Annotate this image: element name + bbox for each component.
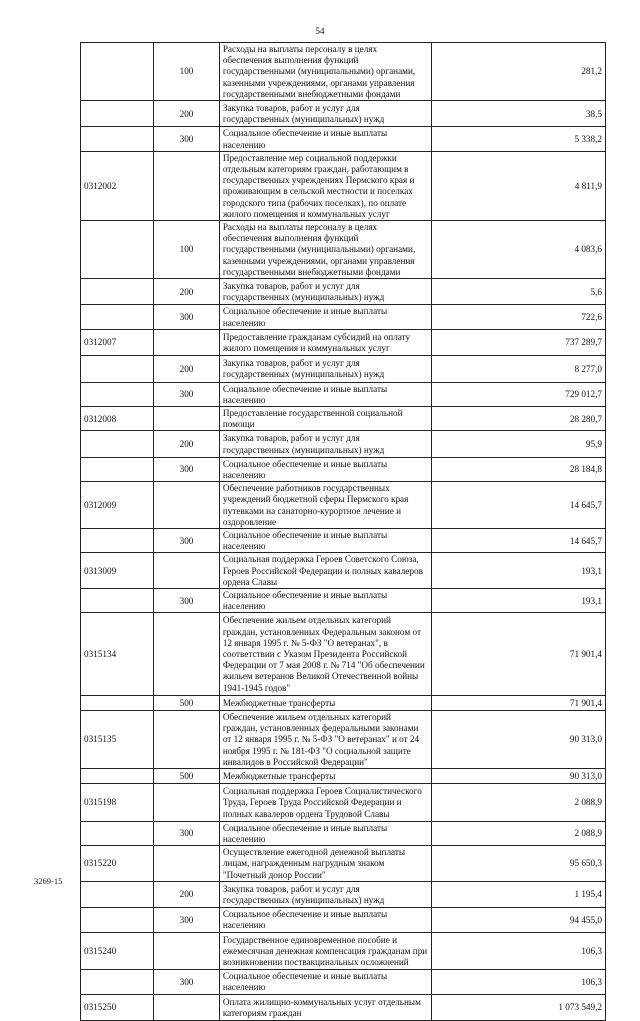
row-code: 0315198 — [81, 784, 154, 822]
table-row — [81, 151, 606, 220]
table-row — [81, 769, 606, 784]
row-expense-type — [154, 482, 220, 529]
row-expense-type: 500 — [154, 769, 220, 784]
table-row — [81, 613, 606, 695]
row-description: Межбюджетные трансферты — [219, 695, 431, 710]
row-code — [81, 279, 154, 305]
table-row — [81, 529, 606, 553]
row-expense-type: 300 — [154, 908, 220, 932]
row-description: Обеспечение жильем отдельных категорий граждан, установленных Федеральным законом от 12 января 1995 г. № 5-ФЗ "О ветеранах", в соответствии с Указом Президента Российской Федерации от 7 мая 2008 г. № 714 "Об обеспечении жильем ветеранов Великой Отечественной войны 1941-1945 годов" — [219, 613, 431, 695]
row-amount: 90 313,0 — [431, 711, 605, 769]
row-description: Межбюджетные трансферты — [219, 769, 431, 784]
row-description: Закупка товаров, работ и услуг для государственных (муниципальных) нужд — [219, 431, 431, 457]
row-amount: 4 811,9 — [431, 151, 605, 220]
row-description: Социальное обеспечение и иные выплаты населению — [219, 908, 431, 932]
page-number: 54 — [315, 26, 325, 36]
row-amount: 193,1 — [431, 589, 605, 613]
row-description: Расходы на выплаты персоналу в целях обеспечения выполнения функций государственными (муниципальными) органами, казенными учреждениями, органами управления государственными внебюджетными фондами — [219, 43, 431, 101]
row-code: 0312002 — [81, 151, 154, 220]
row-amount: 14 645,7 — [431, 529, 605, 553]
table-row — [81, 329, 606, 355]
row-description: Социальное обеспечение и иные выплаты населению — [219, 970, 431, 994]
table-row — [81, 482, 606, 529]
row-expense-type: 200 — [154, 101, 220, 127]
row-description: Социальное обеспечение и иные выплаты населению — [219, 127, 431, 151]
row-code: 0312009 — [81, 482, 154, 529]
row-code — [81, 908, 154, 932]
table-row — [81, 407, 606, 431]
row-description: Предоставление мер социальной поддержки отдельным категориям граждан, работающим в государственных учреждениях Пермского края и проживающим в сельской местности и поселках городского типа (рабочих поселках), по оплате жилого помещения и коммунальных услуг — [219, 151, 431, 220]
row-amount: 1 195,4 — [431, 881, 605, 907]
row-code — [81, 382, 154, 406]
table-row — [81, 821, 606, 845]
row-amount: 281,2 — [431, 43, 605, 101]
row-description: Обеспечение работников государственных учреждений бюджетной сферы Пермского края путевками на санаторно-курортное лечение и оздоровление — [219, 482, 431, 529]
row-amount: 5 338,2 — [431, 127, 605, 151]
table-row — [81, 221, 606, 279]
row-amount: 8 277,0 — [431, 356, 605, 382]
row-description: Социальное обеспечение и иные выплаты населению — [219, 529, 431, 553]
row-expense-type: 300 — [154, 457, 220, 481]
row-expense-type: 300 — [154, 127, 220, 151]
row-description: Социальное обеспечение и иные выплаты населению — [219, 821, 431, 845]
table-row — [81, 881, 606, 907]
row-amount: 14 645,7 — [431, 482, 605, 529]
row-amount: 94 455,0 — [431, 908, 605, 932]
row-expense-type: 300 — [154, 821, 220, 845]
row-code — [81, 305, 154, 329]
row-code — [81, 457, 154, 481]
row-code: 0315135 — [81, 711, 154, 769]
row-description: Закупка товаров, работ и услуг для государственных (муниципальных) нужд — [219, 881, 431, 907]
row-amount: 1 073 549,2 — [431, 994, 605, 1020]
row-description: Расходы на выплаты персоналу в целях обеспечения выполнения функций государственными (муниципальными) органами, казенными учреждениями, органами управления государственными внебюджетными фондами — [219, 221, 431, 279]
row-code: 0315240 — [81, 932, 154, 970]
table-row — [81, 970, 606, 994]
row-amount: 38,5 — [431, 101, 605, 127]
row-description: Социальная поддержка Героев Советского Союза, Героев Российской Федерации и полных кавалеров ордена Славы — [219, 553, 431, 589]
table-row — [81, 932, 606, 970]
row-description: Оплата жилищно-коммунальных услуг отдельным категориям граждан — [219, 994, 431, 1020]
row-amount: 2 088,9 — [431, 821, 605, 845]
row-amount: 729 012,7 — [431, 382, 605, 406]
table-row — [81, 431, 606, 457]
row-expense-type — [154, 613, 220, 695]
row-description: Социальное обеспечение и иные выплаты населению — [219, 457, 431, 481]
row-expense-type: 300 — [154, 305, 220, 329]
table-row — [81, 356, 606, 382]
row-code — [81, 43, 154, 101]
row-expense-type — [154, 329, 220, 355]
row-expense-type: 300 — [154, 970, 220, 994]
row-amount: 95,9 — [431, 431, 605, 457]
row-amount: 95 650,3 — [431, 846, 605, 882]
row-code — [81, 127, 154, 151]
row-expense-type — [154, 932, 220, 970]
row-description: Предоставление гражданам субсидий на оплату жилого помещения и коммунальных услуг — [219, 329, 431, 355]
row-code: 0315134 — [81, 613, 154, 695]
row-code: 0313009 — [81, 553, 154, 589]
row-amount: 28 184,8 — [431, 457, 605, 481]
table-row — [81, 382, 606, 406]
table-row — [81, 43, 606, 101]
row-description: Социальное обеспечение и иные выплаты населению — [219, 305, 431, 329]
row-description: Осуществление ежегодной денежной выплаты лицам, награжденным нагрудным знаком "Почетный донор России" — [219, 846, 431, 882]
table-row — [81, 553, 606, 589]
table-row — [81, 457, 606, 481]
row-expense-type: 300 — [154, 589, 220, 613]
row-code — [81, 221, 154, 279]
row-code — [81, 431, 154, 457]
row-code — [81, 881, 154, 907]
row-expense-type: 100 — [154, 221, 220, 279]
row-description: Социальное обеспечение и иные выплаты населению — [219, 589, 431, 613]
footer-code: 3269-15 — [34, 876, 63, 886]
row-expense-type: 200 — [154, 356, 220, 382]
row-expense-type — [154, 407, 220, 431]
row-expense-type: 100 — [154, 43, 220, 101]
row-expense-type: 200 — [154, 279, 220, 305]
row-description: Закупка товаров, работ и услуг для государственных (муниципальных) нужд — [219, 101, 431, 127]
row-description: Закупка товаров, работ и услуг для государственных (муниципальных) нужд — [219, 279, 431, 305]
table-row — [81, 279, 606, 305]
row-amount: 193,1 — [431, 553, 605, 589]
row-amount: 71 901,4 — [431, 613, 605, 695]
table-row — [81, 101, 606, 127]
table-row — [81, 695, 606, 710]
budget-table-body — [81, 43, 606, 1021]
row-amount: 28 280,7 — [431, 407, 605, 431]
row-expense-type: 300 — [154, 529, 220, 553]
row-code — [81, 101, 154, 127]
table-row — [81, 127, 606, 151]
row-code — [81, 970, 154, 994]
row-amount: 106,3 — [431, 932, 605, 970]
row-code: 0312007 — [81, 329, 154, 355]
row-expense-type — [154, 151, 220, 220]
row-amount: 2 088,9 — [431, 784, 605, 822]
row-amount: 90 313,0 — [431, 769, 605, 784]
row-code — [81, 529, 154, 553]
budget-table — [80, 42, 606, 1021]
row-code: 0315220 — [81, 846, 154, 882]
row-amount: 5,6 — [431, 279, 605, 305]
row-description: Социальное обеспечение и иные выплаты населению — [219, 382, 431, 406]
row-expense-type: 500 — [154, 695, 220, 710]
row-expense-type: 200 — [154, 881, 220, 907]
row-description: Предоставление государственной социальной помощи — [219, 407, 431, 431]
row-expense-type: 300 — [154, 382, 220, 406]
row-expense-type: 200 — [154, 431, 220, 457]
table-row — [81, 589, 606, 613]
row-code — [81, 821, 154, 845]
row-code — [81, 769, 154, 784]
row-expense-type — [154, 846, 220, 882]
row-description: Государственное единовременное пособие и ежемесячная денежная компенсация гражданам при возникновении поствакцинальных осложнений — [219, 932, 431, 970]
row-amount: 737 289,7 — [431, 329, 605, 355]
row-code — [81, 695, 154, 710]
table-row — [81, 784, 606, 822]
row-expense-type — [154, 711, 220, 769]
row-description: Социальная поддержка Героев Социалистического Труда, Героев Труда Российской Федерации и полных кавалеров ордена Трудовой Славы — [219, 784, 431, 822]
table-row — [81, 711, 606, 769]
row-amount: 106,3 — [431, 970, 605, 994]
table-row — [81, 305, 606, 329]
row-code: 0312008 — [81, 407, 154, 431]
row-code: 0315250 — [81, 994, 154, 1020]
row-amount: 722,6 — [431, 305, 605, 329]
table-row — [81, 908, 606, 932]
row-expense-type — [154, 553, 220, 589]
row-description: Закупка товаров, работ и услуг для государственных (муниципальных) нужд — [219, 356, 431, 382]
row-expense-type — [154, 994, 220, 1020]
row-code — [81, 356, 154, 382]
row-amount: 71 901,4 — [431, 695, 605, 710]
row-expense-type — [154, 784, 220, 822]
table-row — [81, 994, 606, 1020]
row-description: Обеспечение жильем отдельных категорий граждан, установленных федеральными законами от 12 января 1995 г. № 5-ФЗ "О ветеранах" и от 24 ноября 1995 г. № 181-ФЗ "О социальной защите инвалидов в Российской Федерации" — [219, 711, 431, 769]
table-row — [81, 846, 606, 882]
row-amount: 4 083,6 — [431, 221, 605, 279]
row-code — [81, 589, 154, 613]
